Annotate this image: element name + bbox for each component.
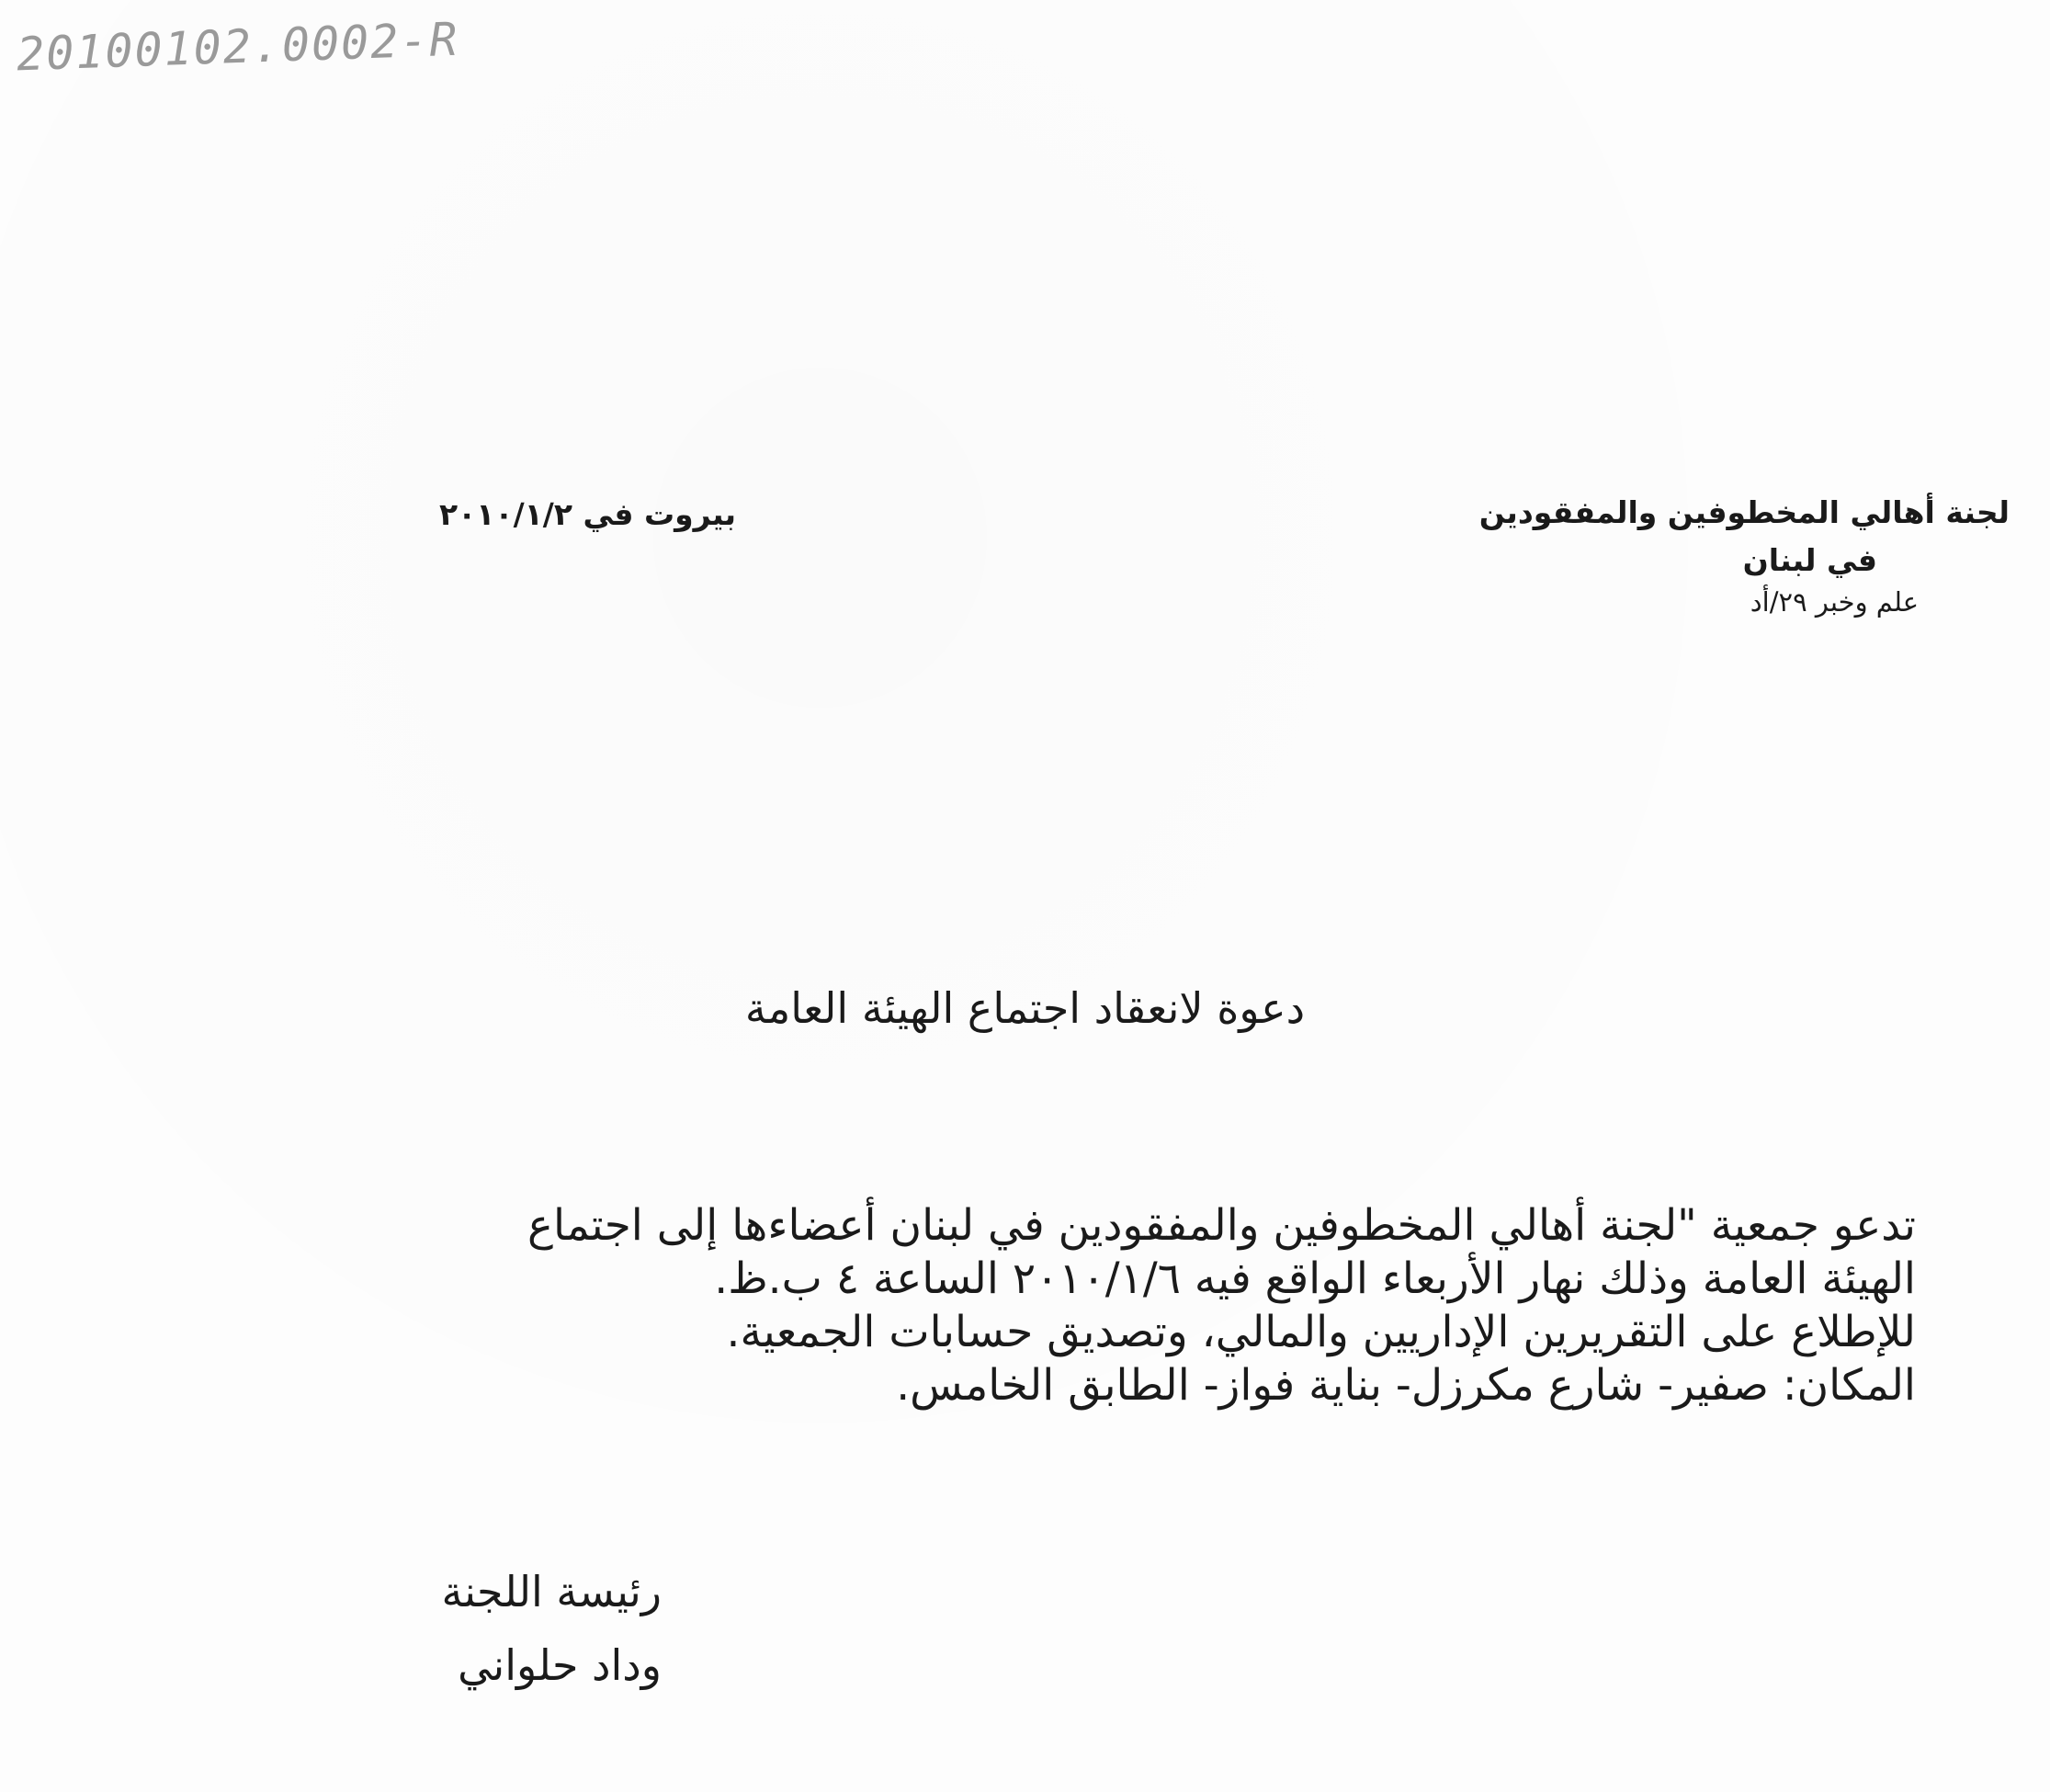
signatory-role: رئيسة اللجنة [441, 1567, 662, 1616]
body-line: المكان: صفير- شارع مكرزل- بناية فواز- الطابق الخامس. [896, 1360, 1916, 1411]
handwritten-reference-number: 20100102.0002-R [16, 12, 460, 82]
body-line: للإطلاع على التقريرين الإداريين والمالي، وتصديق حسابات الجمعية. [726, 1307, 1916, 1357]
body-line: تدعو جمعية "لجنة أهالي المخطوفين والمفقودين في لبنان أعضاءها إلى اجتماع [527, 1200, 1916, 1251]
letter-date: بيروت في ٢٠١٠/١/٢ [439, 496, 737, 532]
organization-registration: علم وخبر ٢٩/أد [1750, 586, 1919, 618]
body-line: الهيئة العامة وذلك نهار الأربعاء الواقع فيه ٢٠١٠/١/٦ الساعة ٤ ب.ظ. [714, 1253, 1916, 1304]
letter-body [299, 1199, 1916, 1412]
organization-location: في لبنان [1742, 542, 1877, 578]
signature-block [395, 1555, 662, 1702]
signatory-name: وداد حلواني [458, 1640, 662, 1690]
letter-title: دعوة لانعقاد اجتماع الهيئة العامة [744, 983, 1306, 1033]
organization-name: لجنة أهالي المخطوفين والمفقودين [1478, 494, 2010, 530]
